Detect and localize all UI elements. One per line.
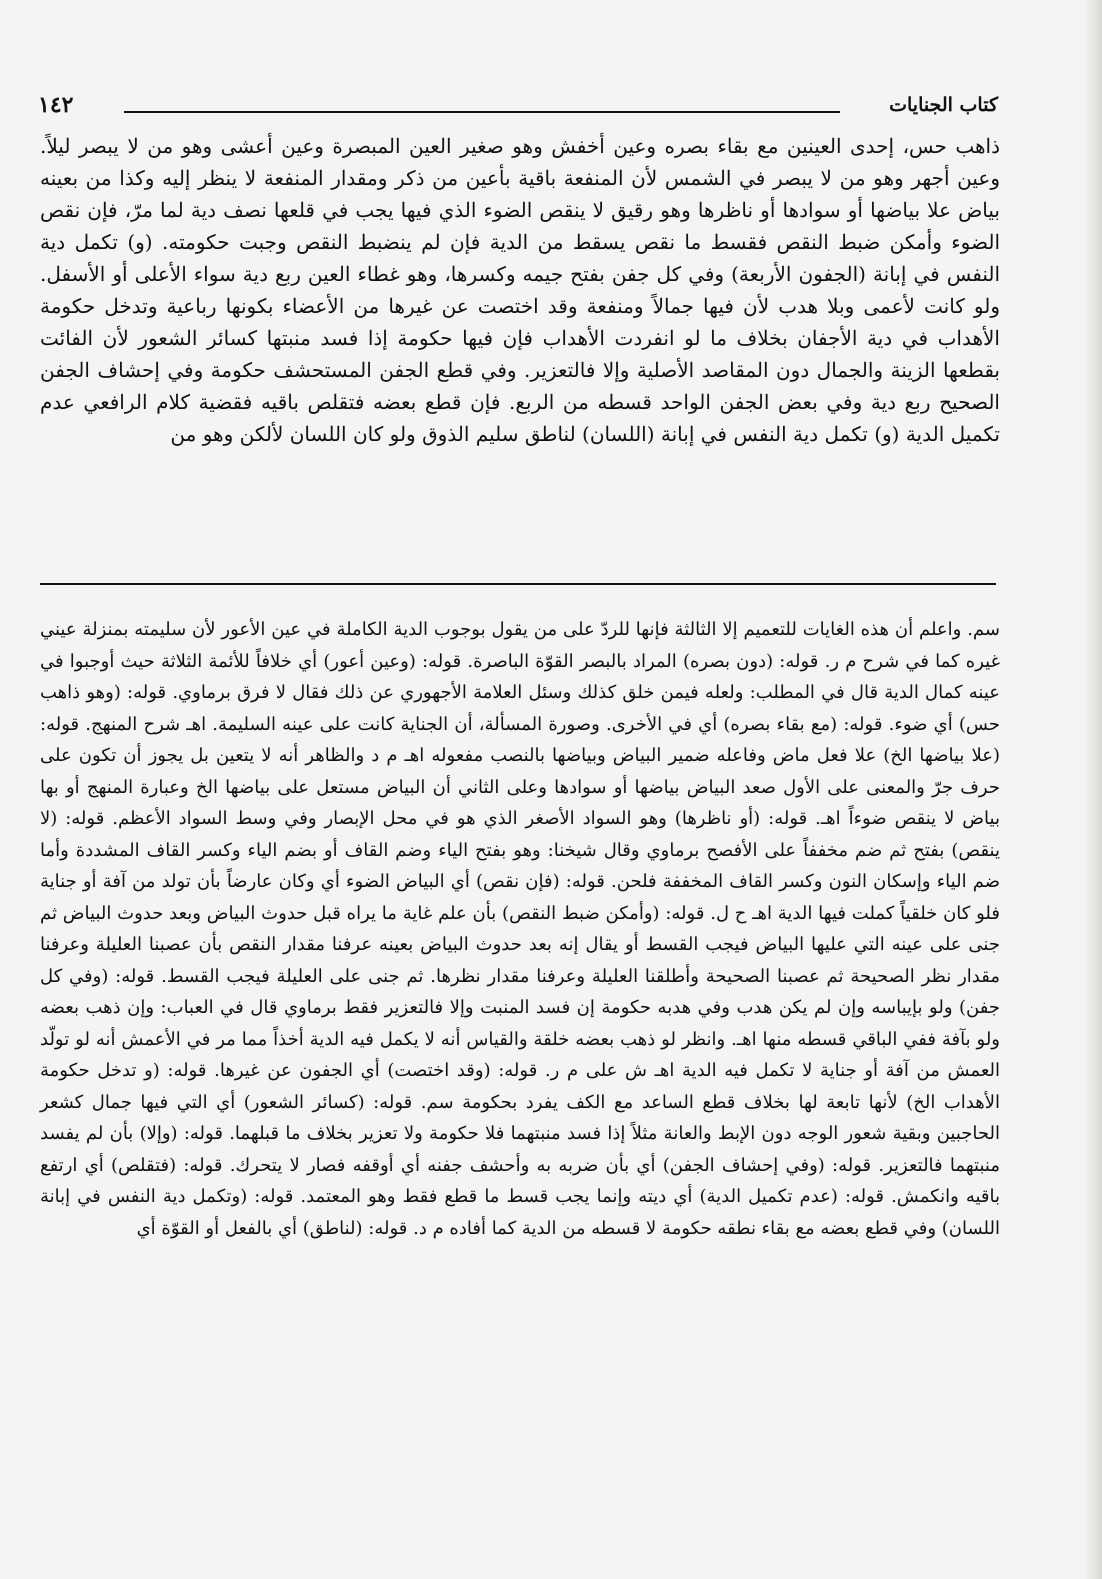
commentary-block [40, 614, 1000, 1244]
scan-edge-shadow [1084, 0, 1102, 1579]
header-rule [124, 111, 840, 113]
main-text-block [40, 130, 1000, 450]
running-header [38, 92, 998, 128]
main-paragraph: ذاهب حس، إحدى العينين مع بقاء بصره وعين أخفش وهو صغير العين المبصرة وعين أعشى وهو من لا يبصر ليلاً. وعين أجهر وهو من لا يبصر في الشمس لأن المنفعة باقية بأعين من ذكر ومقدار المنفعة لا ينظر إليه وكذا من بعينه بياض علا بياضها أو سوادها أو ناظرها وهو رقيق لا ينقص الضوء الذي فيها يجب في قلعها نصف دية لما مرّ، فإن نقص الضوء وأمكن ضبط النقص فقسط ما نقص يسقط من الدية فإن لم ينضبط النقص وجبت حكومته. (و) تكمل دية النفس في إبانة (الجفون الأربعة) وفي كل جفن بفتح جيمه وكسرها، وهو غطاء العين ربع دية سواء الأعلى أو الأسفل. ولو كانت لأعمى وبلا هدب لأن فيها جمالاً ومنفعة وقد اختصت عن غيرها من الأعضاء بكونها رباعية وتدخل حكومة الأهداب في دية الأجفان بخلاف ما لو انفردت الأهداب فإن فيها حكومة إذا فسد منبتها كسائر الشعور لأن الفائت بقطعها الزينة والجمال دون المقاصد الأصلية وإلا فالتعزير. وفي قطع الجفن المستحشف حكومة وفي إحشاف الجفن الصحيح ربع دية وفي بعض الجفن الواحد قسطه من الربع. فإن قطع بعضه فتقلص باقيه فقضية كلام الرافعي عدم تكميل الدية (و) تكمل دية النفس في إبانة (اللسان) لناطق سليم الذوق ولو كان اللسان لألكن وهو من [40, 134, 1001, 446]
footnote-divider [40, 583, 996, 585]
chapter-title: كتاب الجنايات [889, 94, 998, 116]
page-number: ١٤٢ [38, 92, 74, 118]
commentary-paragraph: سم. واعلم أن هذه الغايات للتعميم إلا الثالثة فإنها للردّ على من يقول بوجوب الدية الكاملة في عين الأعور لأن سليمته بمنزلة عيني غيره كما في شرح م ر. قوله: (دون بصره) المراد بالبصر القوّة الباصرة. قوله: (وعين أعور) أي خلافاً للأئمة الثلاثة حيث أوجبوا في عينه كمال الدية قال في المطلب: ولعله فيمن خلق كذلك وسئل العلامة الأجهوري عن ذلك فقال لا فرق برماوي. قوله: (وهو ذاهب حس) أي ضوء. قوله: (مع بقاء بصره) أي في الأخرى. وصورة المسألة، أن الجناية كانت على عينه السليمة. اهـ شرح المنهج. قوله: (علا بياضها الخ) علا فعل ماض وفاعله ضمير البياض وبياضها بالنصب مفعوله اهـ م د والظاهر أنه لا يتعين بل يجوز أن تكون على حرف جرّ والمعنى على الأول صعد البياض بياضها أو سوادها وعلى الثاني أن البياض مستعل على بياضها الخ وعبارة المنهج أو بها بياض لا ينقص ضوءاً اهـ. قوله: (أو ناظرها) وهو السواد الأصغر الذي هو في محل الإبصار وفي وسط السواد الأعظم. قوله: (لا ينقص) بفتح ثم ضم مخففاً على الأفصح برماوي وقال شيخنا: وهو بفتح الياء وضم القاف أو بضم الياء وكسر القاف المشددة وأما ضم الياء وإسكان النون وكسر القاف المخففة فلحن. قوله: (فإن نقص) أي البياض الضوء أي وكان عارضاً بأن تولد من آفة أو جناية فلو كان خلقياً كملت فيها الدية اهـ ح ل. قوله: (وأمكن ضبط النقص) بأن علم غاية ما يراه قبل حدوث البياض وبعد حدوث البياض ثم جنى على عينه التي عليها البياض فيجب القسط أو يقال إنه بعد حدوث البياض بعينه عرفنا مقدار النقص بأن عصبنا العليلة وعرفنا مقدار نظر الصحيحة ثم عصبنا الصحيحة وأطلقنا العليلة وعرفنا مقدار نظرها. ثم جنى على العليلة فيجب القسط. قوله: (وفي كل جفن) ولو بإيباسه وإن لم يكن هدب وفي هدبه حكومة إن فسد المنبت وإلا فالتعزير فقط برماوي قال في العباب: وإن ذهب بعضه ولو بآفة ففي الباقي قسطه منها اهـ. وانظر لو ذهب بعضه خلقة والقياس أنه لا يكمل فيه الدية أخذاً مما مر في الأعمش أنه لو تولّد العمش من آفة أو جناية لا تكمل فيه الدية اهـ ش على م ر. قوله: (وقد اختصت) أي الجفون عن غيرها. قوله: (و تدخل حكومة الأهداب الخ) لأنها تابعة لها بخلاف قطع الساعد مع الكف يفرد بحكومة سم. قوله: (كسائر الشعور) أي التي فيها جمال كشعر الحاجبين وبقية شعور الوجه دون الإبط والعانة مثلاً إذا فسد منبتهما فلا حكومة ولا تعزير بخلاف ما قبلهما. قوله: (وإلا) بأن لم يفسد منبتهما فالتعزير. قوله: (وفي إحشاف الجفن) أي بأن ضربه به وأحشف جفنه أي أوقفه فصار لا يتحرك. قوله: (فتقلص) أي ارتفع باقيه وانكمش. قوله: (عدم تكميل الدية) أي ديته وإنما يجب قسط ما قطع فقط وهو المعتمد. قوله: (وتكمل دية النفس في إبانة اللسان) وفي قطع بعضه مع بقاء نطقه حكومة لا قسطه من الدية كما أفاده م د. قوله: (لناطق) أي بالفعل أو القوّة أي [40, 619, 1000, 1239]
